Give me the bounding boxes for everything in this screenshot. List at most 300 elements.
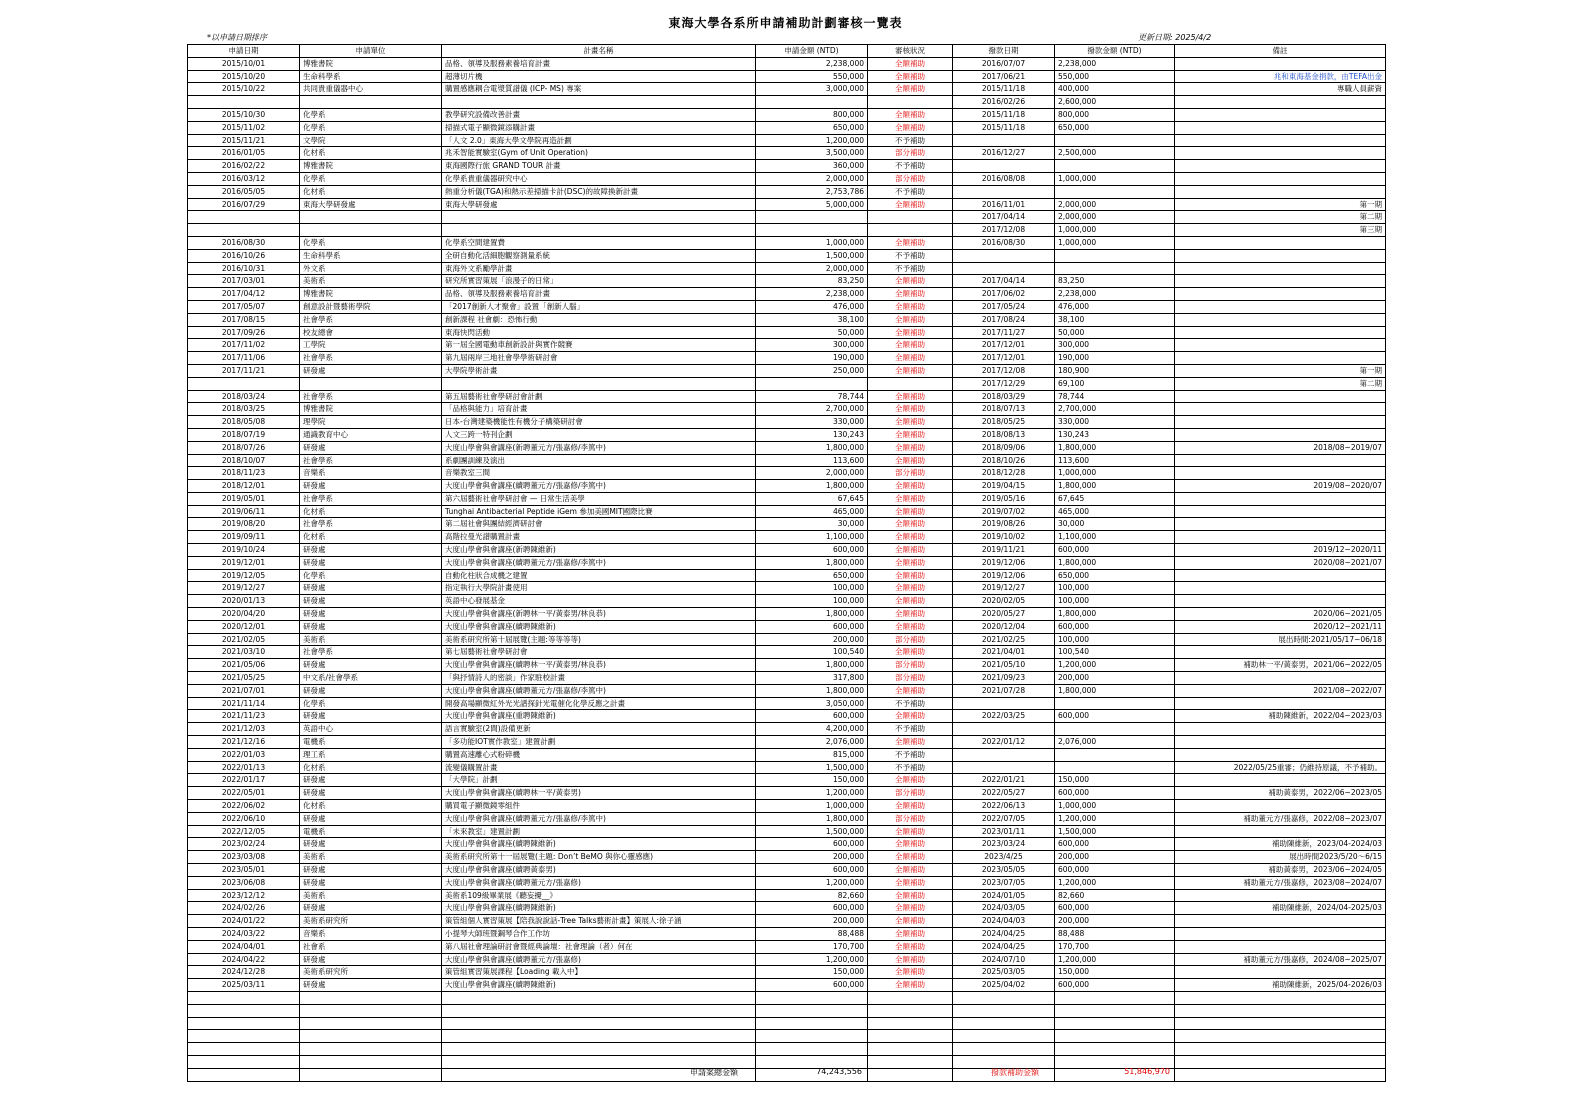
status-cell: 不予補助 — [868, 185, 953, 198]
project-cell: 大度山學會與會講座(續聘陳維新) — [442, 620, 756, 633]
apply-date-cell: 2024/03/22 — [188, 927, 300, 940]
status-cell: 全額補助 — [868, 646, 953, 659]
project-cell: 大度山學會與會講座(新聘董元方/張嘉修/李篤中) — [442, 441, 756, 454]
amount-cell: 1,500,000 — [756, 761, 868, 774]
unit-cell — [300, 991, 442, 1004]
unit-cell: 社會學系 — [300, 352, 442, 365]
apply-date-cell: 2018/03/24 — [188, 390, 300, 403]
amount-cell — [756, 1004, 868, 1017]
table-row — [188, 224, 1386, 237]
pay-amount-cell: 1,000,000 — [1055, 800, 1175, 813]
pay-date-cell — [953, 761, 1055, 774]
project-cell — [442, 211, 756, 224]
amount-cell: 1,800,000 — [756, 556, 868, 569]
pay-amount-cell: 400,000 — [1055, 83, 1175, 96]
pay-amount-cell — [1055, 249, 1175, 262]
pay-amount-cell: 2,000,000 — [1055, 211, 1175, 224]
unit-cell: 化學系 — [300, 172, 442, 185]
unit-cell: 美術系研究所 — [300, 966, 442, 979]
project-cell: 大度山學會與會講座(新聘林一平/黃泰男/林良恭) — [442, 608, 756, 621]
project-cell: 熱重分析儀(TGA)和熱示差掃描卡計(DSC)的故障換新計畫 — [442, 185, 756, 198]
status-cell: 全額補助 — [868, 684, 953, 697]
apply-date-cell — [188, 211, 300, 224]
apply-date-cell: 2019/05/01 — [188, 492, 300, 505]
apply-date-cell: 2023/05/01 — [188, 864, 300, 877]
table-row — [188, 1017, 1386, 1030]
unit-cell: 電機系 — [300, 825, 442, 838]
unit-cell: 化材系 — [300, 505, 442, 518]
pay-amount-cell: 800,000 — [1055, 108, 1175, 121]
unit-cell: 美術系 — [300, 275, 442, 288]
status-cell: 不予補助 — [868, 723, 953, 736]
pay-date-cell: 2017/12/08 — [953, 364, 1055, 377]
table-row — [188, 300, 1386, 313]
pay-date-cell: 2016/07/07 — [953, 57, 1055, 70]
pay-amount-cell: 1,200,000 — [1055, 876, 1175, 889]
amount-cell: 650,000 — [756, 569, 868, 582]
pay-date-cell: 2022/01/12 — [953, 736, 1055, 749]
note-cell — [1175, 646, 1386, 659]
table-row — [188, 710, 1386, 723]
note-cell — [1175, 800, 1386, 813]
apply-date-cell — [188, 1017, 300, 1030]
pay-amount-cell — [1055, 1030, 1175, 1043]
status-cell: 全額補助 — [868, 915, 953, 928]
apply-date-cell: 2019/12/01 — [188, 556, 300, 569]
apply-date-cell: 2016/05/05 — [188, 185, 300, 198]
status-cell — [868, 1017, 953, 1030]
pay-date-cell: 2015/11/18 — [953, 121, 1055, 134]
amount-cell: 2,000,000 — [756, 262, 868, 275]
apply-date-cell — [188, 1030, 300, 1043]
unit-cell: 工學院 — [300, 339, 442, 352]
amount-cell: 600,000 — [756, 710, 868, 723]
amount-cell: 600,000 — [756, 979, 868, 992]
pay-amount-cell — [1055, 697, 1175, 710]
table-row — [188, 288, 1386, 301]
col-header-project: 計畫名稱 — [442, 45, 756, 58]
apply-date-cell: 2020/12/01 — [188, 620, 300, 633]
unit-cell: 研發處 — [300, 544, 442, 557]
pay-amount-cell: 130,243 — [1055, 428, 1175, 441]
status-cell: 全額補助 — [868, 198, 953, 211]
unit-cell: 理學院 — [300, 416, 442, 429]
amount-cell: 5,000,000 — [756, 198, 868, 211]
status-cell: 全額補助 — [868, 505, 953, 518]
unit-cell: 社會學系 — [300, 646, 442, 659]
table-row — [188, 339, 1386, 352]
pay-date-cell: 2019/08/26 — [953, 518, 1055, 531]
pay-amount-cell: 150,000 — [1055, 966, 1175, 979]
status-cell: 全額補助 — [868, 710, 953, 723]
apply-date-cell: 2023/12/12 — [188, 889, 300, 902]
project-cell: 兆禾智能實驗室(Gym of Unit Operation) — [442, 147, 756, 160]
pay-date-cell — [953, 262, 1055, 275]
project-cell: 小提琴大師班暨鋼琴合作工作坊 — [442, 927, 756, 940]
note-cell — [1175, 723, 1386, 736]
unit-cell: 研發處 — [300, 480, 442, 493]
status-cell — [868, 224, 953, 237]
status-cell: 全額補助 — [868, 428, 953, 441]
unit-cell: 研發處 — [300, 582, 442, 595]
pay-amount-cell: 200,000 — [1055, 915, 1175, 928]
apply-date-cell: 2019/10/24 — [188, 544, 300, 557]
apply-date-cell: 2018/07/19 — [188, 428, 300, 441]
apply-date-cell: 2016/02/22 — [188, 160, 300, 173]
project-cell: 大度山學會與會講座(續聘董元方/張嘉修) — [442, 953, 756, 966]
apply-date-cell: 2024/04/01 — [188, 940, 300, 953]
note-cell — [1175, 966, 1386, 979]
pay-date-cell: 2022/05/27 — [953, 787, 1055, 800]
unit-cell: 研發處 — [300, 979, 442, 992]
status-cell: 全額補助 — [868, 979, 953, 992]
note-cell: 2018/08~2019/07 — [1175, 441, 1386, 454]
project-cell: 購置高速離心式粉碎機 — [442, 748, 756, 761]
apply-date-cell: 2024/04/22 — [188, 953, 300, 966]
status-cell: 不予補助 — [868, 249, 953, 262]
pay-amount-cell: 600,000 — [1055, 838, 1175, 851]
pay-date-cell: 2020/12/04 — [953, 620, 1055, 633]
status-cell: 全額補助 — [868, 352, 953, 365]
apply-date-cell: 2015/10/22 — [188, 83, 300, 96]
pay-date-cell: 2019/12/06 — [953, 556, 1055, 569]
amount-cell: 360,000 — [756, 160, 868, 173]
unit-cell: 英語中心 — [300, 723, 442, 736]
note-cell — [1175, 454, 1386, 467]
unit-cell: 東海大學研發處 — [300, 198, 442, 211]
table-row — [188, 275, 1386, 288]
pay-date-cell: 2019/12/27 — [953, 582, 1055, 595]
project-cell: 第二屆社會與團結經濟研討會 — [442, 518, 756, 531]
status-cell: 全額補助 — [868, 544, 953, 557]
note-cell: 2022/05/25重審；仍維持原議，不予補助。 — [1175, 761, 1386, 774]
unit-cell — [300, 224, 442, 237]
project-cell — [442, 224, 756, 237]
status-cell: 全額補助 — [868, 236, 953, 249]
pay-amount-cell: 1,100,000 — [1055, 531, 1175, 544]
amount-cell: 1,800,000 — [756, 608, 868, 621]
note-cell — [1175, 275, 1386, 288]
unit-cell: 化學系 — [300, 108, 442, 121]
table-row — [188, 364, 1386, 377]
project-cell: 開發高場顯微紅外光光譜探針光電催化化學反應之計畫 — [442, 697, 756, 710]
project-cell — [442, 96, 756, 109]
unit-cell: 化學系 — [300, 569, 442, 582]
apply-date-cell: 2019/08/20 — [188, 518, 300, 531]
pay-amount-cell: 180,900 — [1055, 364, 1175, 377]
note-cell — [1175, 1030, 1386, 1043]
table-row — [188, 991, 1386, 1004]
table-row — [188, 851, 1386, 864]
table-row — [188, 659, 1386, 672]
unit-cell: 外文系 — [300, 262, 442, 275]
unit-cell: 研發處 — [300, 838, 442, 851]
table-row — [188, 467, 1386, 480]
amount-cell — [756, 224, 868, 237]
pay-date-cell — [953, 160, 1055, 173]
pay-amount-cell: 476,000 — [1055, 300, 1175, 313]
status-cell: 全額補助 — [868, 876, 953, 889]
amount-cell: 83,250 — [756, 275, 868, 288]
pay-date-cell: 2022/07/05 — [953, 812, 1055, 825]
unit-cell: 化學系 — [300, 236, 442, 249]
status-cell: 全額補助 — [868, 390, 953, 403]
table-row — [188, 377, 1386, 390]
note-cell — [1175, 672, 1386, 685]
pay-date-cell: 2016/02/26 — [953, 96, 1055, 109]
pay-amount-cell: 2,700,000 — [1055, 403, 1175, 416]
pay-date-cell: 2023/03/24 — [953, 838, 1055, 851]
pay-amount-cell: 67,645 — [1055, 492, 1175, 505]
note-cell: 兆和東海基金捐款，由TEFA出金 — [1175, 70, 1386, 83]
amount-cell: 3,000,000 — [756, 83, 868, 96]
project-cell — [442, 1004, 756, 1017]
table-row — [188, 633, 1386, 646]
pay-amount-cell: 50,000 — [1055, 326, 1175, 339]
unit-cell: 音樂系 — [300, 927, 442, 940]
pay-date-cell: 2021/09/23 — [953, 672, 1055, 685]
project-cell: 掃描式電子顯微鏡添購計畫 — [442, 121, 756, 134]
note-cell — [1175, 1017, 1386, 1030]
pay-amount-cell: 1,200,000 — [1055, 953, 1175, 966]
project-cell: 大度山學會與會講座(續聘董元方/張嘉修/李篤中) — [442, 812, 756, 825]
apply-date-cell: 2022/06/02 — [188, 800, 300, 813]
table-row — [188, 876, 1386, 889]
note-cell — [1175, 736, 1386, 749]
status-cell: 部分補助 — [868, 467, 953, 480]
unit-cell: 音樂系 — [300, 467, 442, 480]
table-row — [188, 915, 1386, 928]
table-row — [188, 1043, 1386, 1056]
pay-date-cell: 2023/4/25 — [953, 851, 1055, 864]
unit-cell: 研發處 — [300, 953, 442, 966]
project-cell: 研究所實習策展「浪漫子的日常」 — [442, 275, 756, 288]
pay-date-cell: 2017/06/02 — [953, 288, 1055, 301]
apply-date-cell: 2022/12/05 — [188, 825, 300, 838]
status-cell — [868, 96, 953, 109]
pay-date-cell: 2025/03/05 — [953, 966, 1055, 979]
note-cell — [1175, 300, 1386, 313]
status-cell: 全額補助 — [868, 556, 953, 569]
unit-cell: 化材系 — [300, 147, 442, 160]
table-row — [188, 147, 1386, 160]
project-cell: 英語中心發展基金 — [442, 595, 756, 608]
unit-cell: 社會學系 — [300, 492, 442, 505]
apply-date-cell: 2022/01/13 — [188, 761, 300, 774]
col-header-note: 備註 — [1175, 45, 1386, 58]
note-cell: 第二期 — [1175, 211, 1386, 224]
pay-date-cell: 2018/03/29 — [953, 390, 1055, 403]
project-cell: 化學系貴重儀器研究中心 — [442, 172, 756, 185]
table-row — [188, 812, 1386, 825]
pay-date-cell: 2018/05/25 — [953, 416, 1055, 429]
note-cell: 第一期 — [1175, 364, 1386, 377]
unit-cell: 研發處 — [300, 441, 442, 454]
amount-cell — [756, 991, 868, 1004]
status-cell: 全額補助 — [868, 927, 953, 940]
pay-amount-cell: 30,000 — [1055, 518, 1175, 531]
apply-date-cell: 2024/12/28 — [188, 966, 300, 979]
note-cell — [1175, 1043, 1386, 1056]
unit-cell: 化學系 — [300, 697, 442, 710]
pay-date-cell: 2024/03/05 — [953, 902, 1055, 915]
note-cell: 2019/08~2020/07 — [1175, 480, 1386, 493]
project-cell: 創新課程 社會劇：恐怖行動 — [442, 313, 756, 326]
pay-amount-cell: 1,800,000 — [1055, 441, 1175, 454]
status-cell: 部分補助 — [868, 812, 953, 825]
apply-date-cell: 2017/08/15 — [188, 313, 300, 326]
pay-amount-cell — [1055, 761, 1175, 774]
apply-date-cell: 2021/03/10 — [188, 646, 300, 659]
note-cell — [1175, 774, 1386, 787]
apply-date-cell: 2018/11/23 — [188, 467, 300, 480]
pay-date-cell: 2023/05/05 — [953, 864, 1055, 877]
table-row — [188, 160, 1386, 173]
pay-date-cell: 2017/05/24 — [953, 300, 1055, 313]
apply-date-cell: 2023/06/08 — [188, 876, 300, 889]
amount-cell: 200,000 — [756, 851, 868, 864]
unit-cell: 社會學系 — [300, 313, 442, 326]
project-cell: 東海外文系勵學計畫 — [442, 262, 756, 275]
amount-cell: 317,800 — [756, 672, 868, 685]
apply-date-cell: 2025/03/11 — [188, 979, 300, 992]
amount-cell: 600,000 — [756, 838, 868, 851]
pay-date-cell: 2018/10/26 — [953, 454, 1055, 467]
project-cell: 大度山學會與會講座(續聘黃泰男) — [442, 864, 756, 877]
totals-row — [0, 1067, 1571, 1081]
unit-cell: 化材系 — [300, 185, 442, 198]
apply-date-cell: 2023/02/24 — [188, 838, 300, 851]
note-cell — [1175, 1004, 1386, 1017]
note-cell — [1175, 991, 1386, 1004]
amount-cell: 600,000 — [756, 902, 868, 915]
apply-date-cell: 2016/10/31 — [188, 262, 300, 275]
pay-amount-cell: 600,000 — [1055, 787, 1175, 800]
unit-cell: 研發處 — [300, 608, 442, 621]
note-cell — [1175, 505, 1386, 518]
unit-cell — [300, 211, 442, 224]
pay-amount-cell: 190,000 — [1055, 352, 1175, 365]
pay-amount-cell: 1,000,000 — [1055, 467, 1175, 480]
status-cell: 不予補助 — [868, 697, 953, 710]
project-cell — [442, 1030, 756, 1043]
amount-cell — [756, 1030, 868, 1043]
unit-cell — [300, 1043, 442, 1056]
note-cell: 2020/12~2021/11 — [1175, 620, 1386, 633]
status-cell: 不予補助 — [868, 134, 953, 147]
project-cell — [442, 1043, 756, 1056]
pay-amount-cell: 1,500,000 — [1055, 825, 1175, 838]
project-cell: 「未來教室」建置計劃 — [442, 825, 756, 838]
note-cell — [1175, 313, 1386, 326]
table-row — [188, 1004, 1386, 1017]
amount-cell: 465,000 — [756, 505, 868, 518]
unit-cell: 博雅書院 — [300, 288, 442, 301]
status-cell: 不予補助 — [868, 160, 953, 173]
unit-cell: 社會學系 — [300, 390, 442, 403]
status-cell: 全額補助 — [868, 288, 953, 301]
project-cell: 大度山學會與會講座(續聘陳維新) — [442, 979, 756, 992]
pay-date-cell: 2024/07/10 — [953, 953, 1055, 966]
pay-amount-cell: 2,238,000 — [1055, 57, 1175, 70]
table-row — [188, 57, 1386, 70]
amount-cell: 815,000 — [756, 748, 868, 761]
pay-date-cell: 2025/04/02 — [953, 979, 1055, 992]
table-row — [188, 556, 1386, 569]
pay-date-cell: 2018/09/06 — [953, 441, 1055, 454]
unit-cell: 社會學系 — [300, 454, 442, 467]
apply-date-cell: 2019/12/05 — [188, 569, 300, 582]
project-cell: 語言實驗室(2間)設備更新 — [442, 723, 756, 736]
pay-amount-cell: 2,500,000 — [1055, 147, 1175, 160]
apply-date-cell: 2017/05/07 — [188, 300, 300, 313]
project-cell — [442, 991, 756, 1004]
pay-amount-cell: 550,000 — [1055, 70, 1175, 83]
apply-date-cell: 2022/05/01 — [188, 787, 300, 800]
pay-date-cell: 2015/11/18 — [953, 108, 1055, 121]
status-cell: 全額補助 — [868, 864, 953, 877]
project-cell: 系劇團訓練及演出 — [442, 454, 756, 467]
pay-amount-cell: 200,000 — [1055, 851, 1175, 864]
pay-date-cell — [953, 991, 1055, 1004]
note-cell — [1175, 172, 1386, 185]
project-cell: 第一屆全國電動車創新設計與實作競賽 — [442, 339, 756, 352]
unit-cell: 理工系 — [300, 748, 442, 761]
note-cell — [1175, 121, 1386, 134]
table-row — [188, 326, 1386, 339]
unit-cell: 美術系研究所 — [300, 915, 442, 928]
unit-cell: 研發處 — [300, 864, 442, 877]
status-cell: 全額補助 — [868, 339, 953, 352]
status-cell: 全額補助 — [868, 121, 953, 134]
table-row — [188, 544, 1386, 557]
table-row — [188, 672, 1386, 685]
unit-cell: 化材系 — [300, 531, 442, 544]
unit-cell: 中文系/社會學系 — [300, 672, 442, 685]
pay-amount-cell: 113,600 — [1055, 454, 1175, 467]
note-cell — [1175, 416, 1386, 429]
pay-date-cell — [953, 134, 1055, 147]
note-cell — [1175, 96, 1386, 109]
project-cell: Tunghai Antibacterial Peptide iGem 參加美國MIT國際比賽 — [442, 505, 756, 518]
status-cell: 全額補助 — [868, 454, 953, 467]
note-cell: 補助陳維新，2024/04-2025/03 — [1175, 902, 1386, 915]
apply-date-cell — [188, 224, 300, 237]
note-cell: 第二期 — [1175, 377, 1386, 390]
amount-cell: 150,000 — [756, 966, 868, 979]
amount-cell: 2,753,786 — [756, 185, 868, 198]
amount-cell: 2,700,000 — [756, 403, 868, 416]
apply-date-cell: 2021/05/25 — [188, 672, 300, 685]
amount-cell: 2,076,000 — [756, 736, 868, 749]
project-cell: 第五屆藝術社會學研討會計劃 — [442, 390, 756, 403]
pay-date-cell — [953, 1004, 1055, 1017]
col-header-unit: 申請單位 — [300, 45, 442, 58]
amount-cell: 250,000 — [756, 364, 868, 377]
table-row — [188, 313, 1386, 326]
project-cell: 全研自動化活細胞觀察測量系統 — [442, 249, 756, 262]
col-header-apply-date: 申請日期 — [188, 45, 300, 58]
apply-date-cell: 2024/02/26 — [188, 902, 300, 915]
unit-cell — [300, 1030, 442, 1043]
status-cell: 全額補助 — [868, 966, 953, 979]
amount-cell: 88,488 — [756, 927, 868, 940]
pay-date-cell: 2024/04/03 — [953, 915, 1055, 928]
pay-date-cell: 2018/12/28 — [953, 467, 1055, 480]
unit-cell — [300, 1004, 442, 1017]
project-cell: 品格、領導及服務素養培育計畫 — [442, 57, 756, 70]
amount-cell: 1,000,000 — [756, 800, 868, 813]
